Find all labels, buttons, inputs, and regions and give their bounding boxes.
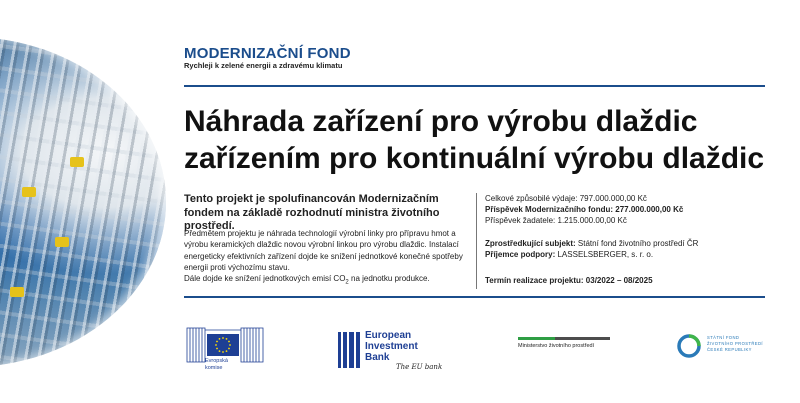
- yellow-tag: [70, 157, 84, 167]
- eib-signature: The EU bank: [396, 363, 443, 371]
- applicant-contribution: Příspěvek žadatele: 1.215.000.00,00 Kč: [485, 216, 627, 225]
- eu-flag-icon: [207, 334, 239, 356]
- fund-contribution: Příspěvek Modernizačního fondu: 277.000.000,00 Kč: [485, 205, 684, 214]
- mzp-label: Ministerstvo životního prostředí: [518, 343, 595, 349]
- project-title-line2: zařízením pro kontinuální výrobu dlaždic: [184, 142, 765, 175]
- yellow-tag: [22, 187, 36, 197]
- fund-tagline: Rychleji k zelené energii a zdravému klimatu: [184, 61, 343, 70]
- eligible-costs: Celkové způsobilé výdaje: 797.000.000,00 Kč: [485, 194, 647, 203]
- project-description: [184, 228, 474, 289]
- eib-bars-icon: [338, 332, 360, 368]
- equipment-photo: [0, 0, 170, 403]
- eib-name: European Investment Bank: [365, 330, 418, 363]
- project-term: Termín realizace projektu: 03/2022 – 08/2025: [485, 276, 653, 285]
- yellow-tag: [10, 287, 24, 297]
- intermediary: Zprostředkující subjekt: Státní fond životního prostředí ČR: [485, 239, 699, 248]
- cofinancing-statement: Tento projekt je spolufinancován Modernizačním fondem na základě rozhodnutí ministra životního prostředí.: [184, 193, 440, 232]
- eib-logo: [338, 330, 453, 376]
- ec-label: Evropská komise: [205, 358, 228, 371]
- sfzp-ring-icon: [676, 333, 702, 359]
- european-commission-logo: [185, 322, 265, 372]
- bottom-divider: [184, 296, 765, 298]
- yellow-tag: [55, 237, 69, 247]
- project-title: [184, 103, 784, 177]
- mzp-stripe: [518, 337, 610, 340]
- emission-sentence: Dále dojde ke snížení jednotkových emisí $CO_2$ na jednotku produkce.: [184, 274, 430, 286]
- project-title-line1: Náhrada zařízení pro výrobu dlaždic: [184, 105, 698, 138]
- recipient: Příjemce podpory: LASSELSBERGER, s. r. o.: [485, 250, 654, 259]
- project-description-main: Předmětem projektu je náhrada technologií výrobní linky pro přípravu hmot a výrobu keramických dlaždic novou výrobní linkou pro výrobu dlaždic. Instalací energeticky efektivních zařízení dojde ke snížení jednotkové konečné spotřeby energii proti výchozímu stavu.: [184, 229, 463, 272]
- sfzp-logo: [676, 333, 776, 363]
- fund-name: MODERNIZAČNÍ FOND: [184, 45, 351, 62]
- sfzp-label: STÁTNÍ FOND ŽIVOTNÍHO PROSTŘEDÍ ČESKÉ REPUBLIKY: [707, 335, 763, 352]
- top-divider: [184, 85, 765, 87]
- equipment-photo-circle: [0, 37, 166, 367]
- column-divider: [476, 193, 477, 289]
- ministry-environment-logo: [518, 337, 610, 359]
